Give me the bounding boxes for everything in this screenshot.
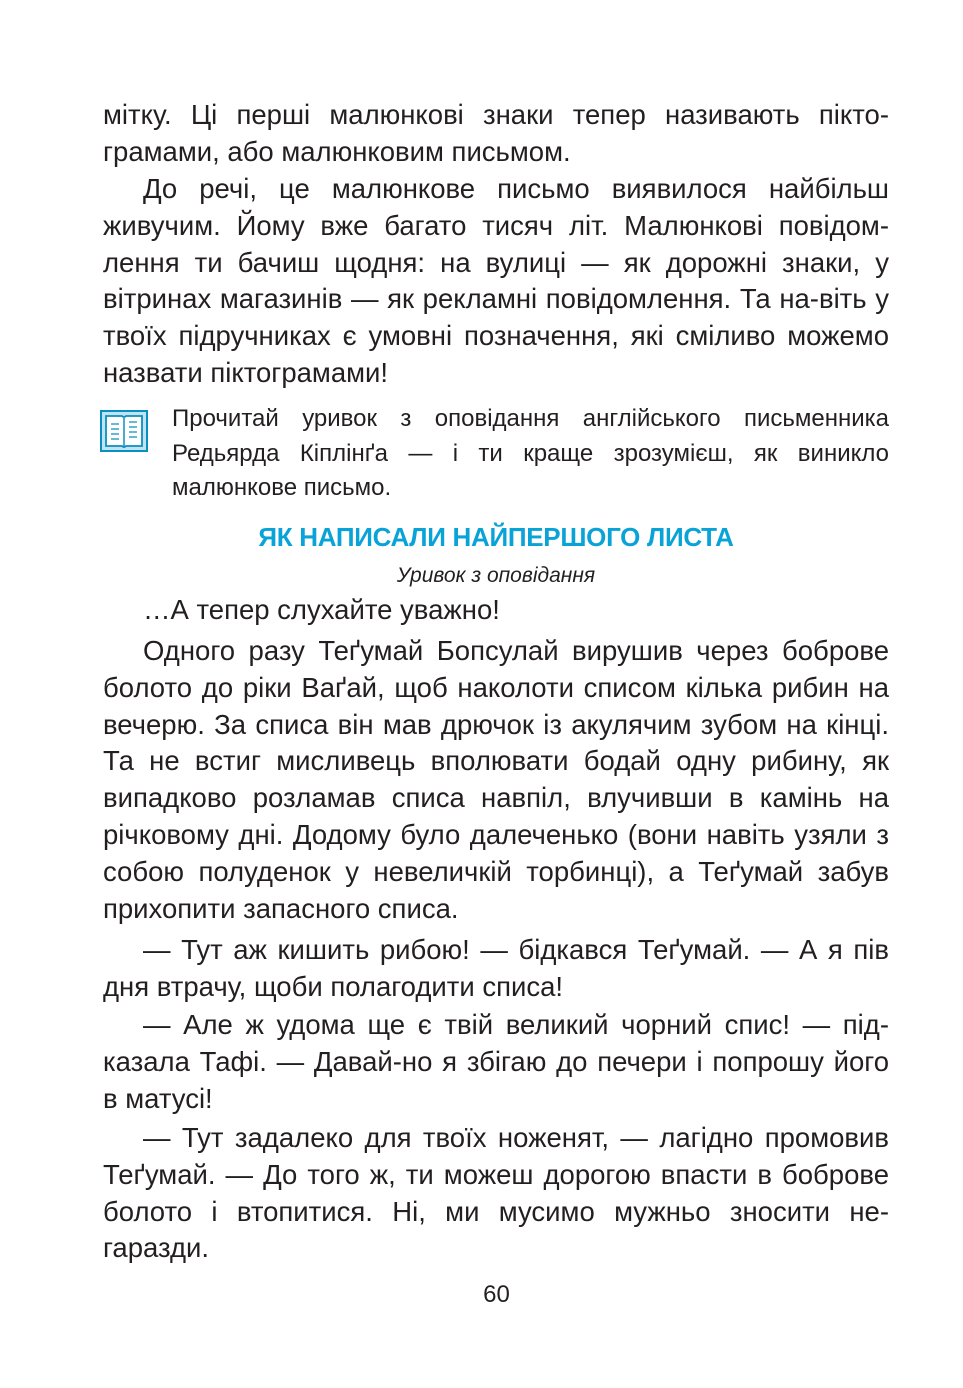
intro-paragraph-2: До речі, це малюнкове письмо виявилося найбільш живучим. Йому вже багато тисяч літ. Малюнкові повідом-лення ти бачиш щодня: на вулиці — як дорожні знаки, у вітринах магазинів — як рекламні повідомлення. Та на-віть у твоїх підручниках є умовні позначення, які сміливо можемо назвати піктограмами! [103, 173, 889, 388]
story-paragraph-4: — Але ж удома ще є твій великий чорний спис! — під-казала Тафі. — Давай-но я збігаю до печери і попрошу його в матусі! [103, 1009, 889, 1114]
story-paragraph-1: …А тепер слухайте уважно! [143, 594, 500, 625]
story-subtitle: Уривок з оповідання [396, 564, 596, 587]
task-instruction: Прочитай уривок з оповідання англійського письменника Редьярда Кіплінґа — і ти краще зрозумієш, як виникло малюнкове письмо. [172, 405, 889, 501]
story-paragraph-3: — Тут аж кишить рибою! — бідкався Теґумай. — А я пів дня втрачу, щоби полагодити списа! [103, 934, 889, 1002]
story-paragraph-5: — Тут задалеко для твоїх ноженят, — лагідно промовив Теґумай. — До того ж, ти можеш дорогою впасти в боброве болото і втопитися. Ні, ми мусимо мужньо зносити не-гаразди. [103, 1122, 889, 1264]
story-paragraph-2: Одного разу Теґумай Бопсулай вирушив через боброве болото до ріки Ваґай, щоб наколоти списом кілька рибин на вечерю. За списа він мав дрючок із акулячим зубом на кінці. Та не встиг мисливець вполювати бодай одну рибину, як випадково розламав списа навпіл, влучивши в камінь на річковому дні. Додому було далеченько (вони навіть узяли з собою полуденок у невеличкій торбинці), а Теґумай забув прихопити запасного списа. [103, 635, 889, 924]
open-book-icon [100, 410, 148, 452]
intro-paragraph-1: мітку. Ці перші малюнкові знаки тепер називають пікто-грамами, або малюнковим письмом. [103, 99, 889, 167]
story-title: ЯК НАПИСАЛИ НАЙПЕРШОГО ЛИСТА [258, 522, 734, 552]
page-number: 60 [483, 1281, 510, 1308]
